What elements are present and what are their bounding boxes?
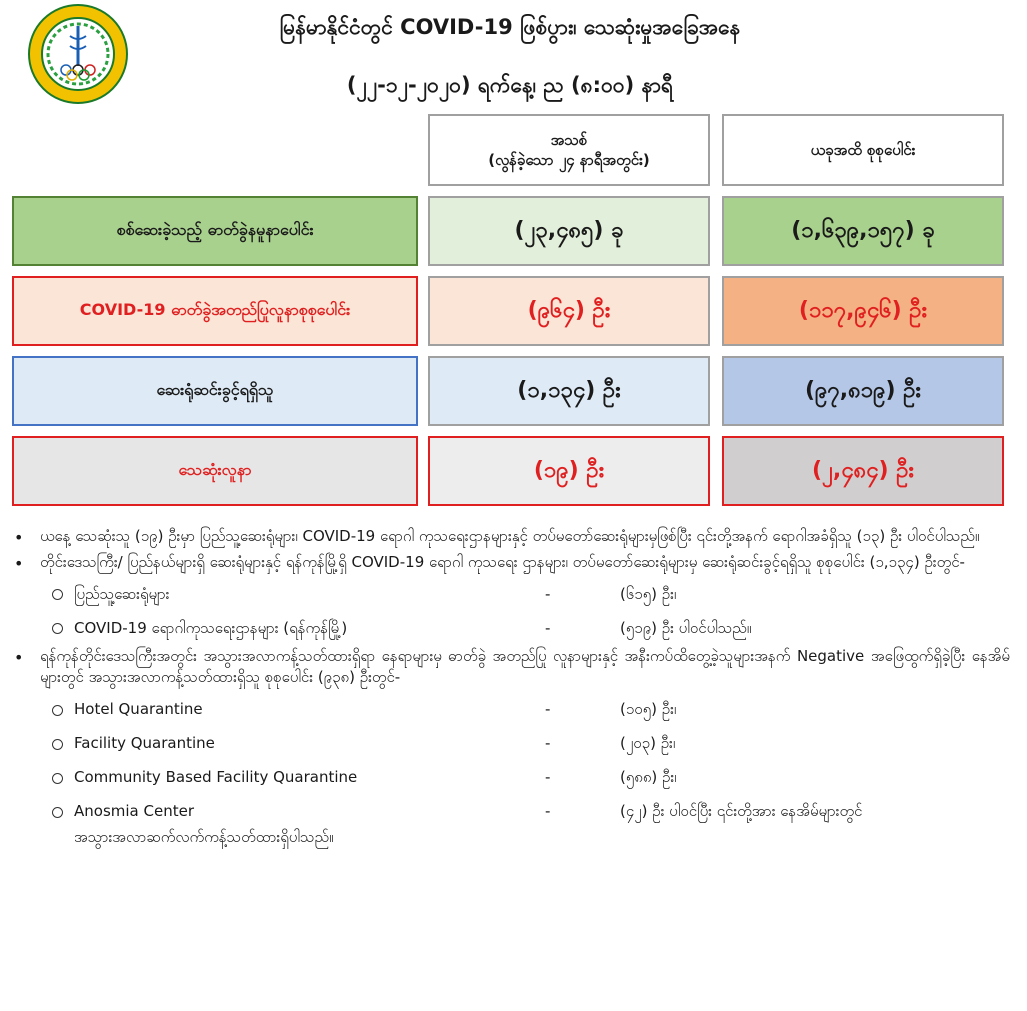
note-deaths: • ယနေ့ သေဆုံးသူ (၁၉) ဦးမှာ ပြည်သူ့ဆေးရုံများ၊ COVID-19 ရောဂါ ကုသရေးဌာနများနှင့် တပ်မတော်ဆေးရုံများမှဖြစ်ပြီး ၎င်းတို့အနက် ရောဂါအခံရှိသူ (၁၃) ဦး ပါဝင်ပါသည်။	[10, 526, 1010, 548]
report-datetime: (၂၂-၁၂-၂၀၂၀) ရက်နေ့၊ ည (၈:၀၀) နာရီ	[346, 73, 674, 97]
list-item: Community Based Facility Quarantine - (၅၈၈) ဦး၊	[10, 761, 1010, 795]
circle-bullet-icon	[52, 623, 63, 634]
circle-bullet-icon	[52, 773, 63, 784]
circle-bullet-icon	[52, 705, 63, 716]
tests-total-value: (၁,၆၃၉,၁၅၇) ခု	[722, 196, 1004, 266]
row-label-recovered: ဆေးရုံဆင်းခွင့်ရရှိသူ	[12, 356, 418, 426]
page-title: မြန်မာနိုင်ငံတွင် COVID-19 ဖြစ်ပွား၊ သေဆုံးမှုအခြေအနေ	[279, 15, 741, 39]
recovered-total-value: (၉၇,၈၁၉) ဦး	[722, 356, 1004, 426]
list-item: COVID-19 ရောဂါကုသရေးဌာနများ (ရန်ကုန်မြို့) - (၅၁၉) ဦး ပါဝင်ပါသည်။	[10, 612, 1010, 646]
tests-new-value: (၂၃,၄၈၅) ခု	[428, 196, 710, 266]
deaths-new-value: (၁၉) ဦး	[428, 436, 710, 506]
column-header-total: ယခုအထိ စုစုပေါင်း	[722, 114, 1004, 186]
notes-section	[10, 526, 1010, 849]
circle-bullet-icon	[52, 739, 63, 750]
circle-bullet-icon	[52, 807, 63, 818]
deaths-total-value: (၂,၄၈၄) ဦး	[722, 436, 1004, 506]
row-label-deaths: သေဆုံးလူနာ	[12, 436, 418, 506]
confirmed-total-value: (၁၁၇,၉၄၆) ဦး	[722, 276, 1004, 346]
note-quarantine: • ရန်ကုန်တိုင်းဒေသကြီးအတွင်း အသွားအလာကန့်သတ်ထားရှိရာ နေရာများမှ ဓာတ်ခွဲ အတည်ပြု လူနာများနှင့် အနီးကပ်ထိတွေ့ခဲ့သူများအနက် Negative အဖြေထွက်ရှိခဲ့ပြီး နေအိမ်များတွင် အသွားအလာကန့်သတ်ထားရှိသူ စုစုပေါင်း (၉၃၈) ဦးတွင်-	[10, 646, 1010, 690]
row-label-confirmed: COVID-19 ဓာတ်ခွဲအတည်ပြုလူနာစုစုပေါင်း	[12, 276, 418, 346]
list-item: ပြည်သူ့ဆေးရုံများ - (၆၁၅) ဦး၊	[10, 578, 1010, 612]
column-header-new: အသစ် (လွန်ခဲ့သော ၂၄ နာရီအတွင်း)	[428, 114, 710, 186]
recovered-new-value: (၁,၁၃၄) ဦး	[428, 356, 710, 426]
confirmed-new-value: (၉၆၄) ဦး	[428, 276, 710, 346]
row-label-tests: စစ်ဆေးခဲ့သည့် ဓာတ်ခွဲနမူနာပေါင်း	[12, 196, 418, 266]
note-quarantine-continued: အသွားအလာဆက်လက်ကန့်သတ်ထားရှိပါသည်။	[74, 828, 334, 846]
list-item: Hotel Quarantine - (၁၀၅) ဦး၊	[10, 693, 1010, 727]
note-discharged: • တိုင်းဒေသကြီး/ ပြည်နယ်များရှိ ဆေးရုံများနှင့် ရန်ကုန်မြို့ရှိ COVID-19 ရောဂါ ကုသရေး ဌာနများ၊ တပ်မတော်ဆေးရုံများမှ ဆေးရုံဆင်းခွင့်ရရှိသူ စုစုပေါင်း (၁,၁၃၄) ဦးတွင်-	[10, 552, 1010, 574]
ministry-logo	[28, 4, 128, 104]
circle-bullet-icon	[52, 589, 63, 600]
list-item: Facility Quarantine - (၂၀၃) ဦး၊	[10, 727, 1010, 761]
list-item: Anosmia Center - (၄၂) ဦး ပါဝင်ပြီး ၎င်းတို့အား နေအိမ်များတွင်	[10, 795, 1010, 829]
